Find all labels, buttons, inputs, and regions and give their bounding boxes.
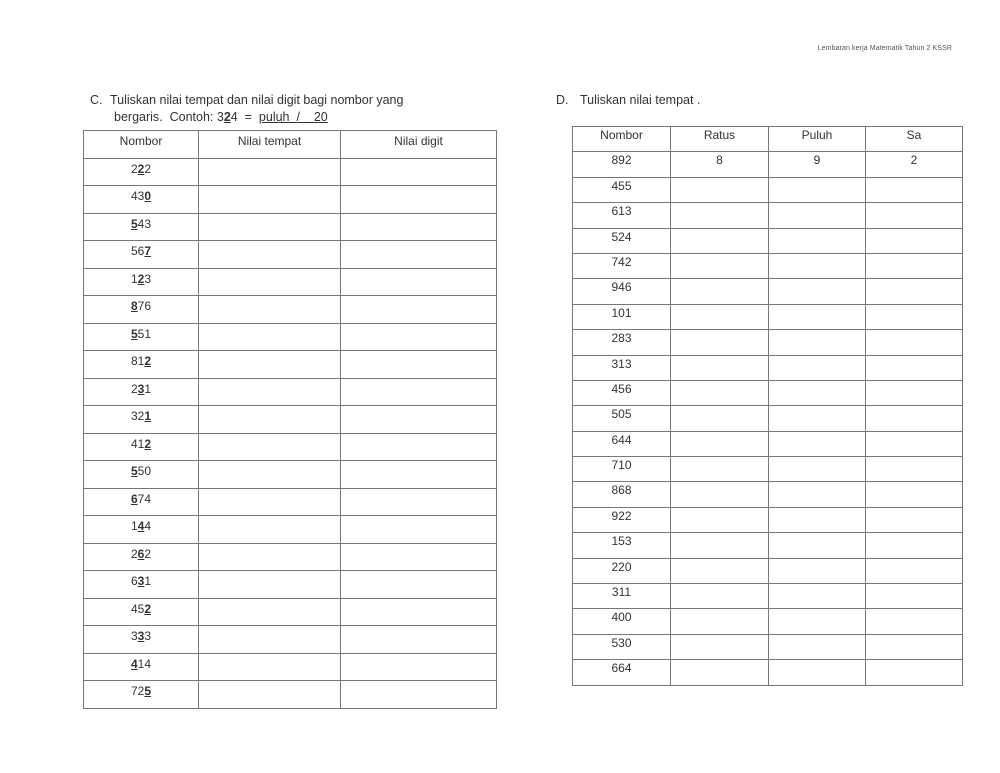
puluh-answer-cell[interactable] (769, 431, 866, 456)
digit: 7 (137, 491, 145, 506)
table-row (84, 461, 497, 489)
number-cell (84, 681, 199, 709)
section-c-instruction (83, 92, 496, 109)
number-cell (84, 516, 199, 544)
digit: 2 (137, 409, 145, 423)
column-header-puluh: Puluh (769, 127, 866, 152)
sa-answer-cell[interactable] (866, 634, 963, 659)
puluh-answer-cell[interactable] (769, 228, 866, 253)
sa-answer-cell[interactable] (866, 533, 963, 558)
digit: 3 (144, 271, 152, 286)
table-row (573, 152, 963, 177)
number-cell (84, 351, 199, 379)
digit: 3 (137, 189, 145, 203)
table-row (84, 158, 497, 186)
sa-answer-cell[interactable] (866, 228, 963, 253)
place-value-table-c (83, 130, 497, 709)
nilai-tempat-answer-cell[interactable] (199, 681, 341, 709)
digit: 1 (144, 326, 152, 341)
nilai-tempat-answer-cell[interactable] (199, 461, 341, 489)
underlined-digit: 6 (130, 491, 138, 506)
example-label: Contoh: 3 (169, 110, 224, 124)
digit: 4 (144, 656, 152, 671)
number-cell: 283 (573, 330, 671, 355)
number-cell (84, 433, 199, 461)
column-header-sa: Sa (866, 127, 963, 152)
underlined-digit: 4 (130, 656, 138, 671)
digit: 3 (144, 216, 152, 231)
section-d-instruction-text: Tuliskan nilai tempat . (580, 93, 701, 107)
worksheet-title: Lembaran kerja Matematik Tahun 2 KSSR (817, 45, 952, 52)
underlined-digit: 0 (144, 189, 152, 203)
number-cell: 311 (573, 584, 671, 609)
digit: 4 (130, 436, 138, 451)
nilai-digit-answer-cell[interactable] (341, 433, 497, 461)
nilai-digit-answer-cell[interactable] (341, 461, 497, 489)
number-cell (84, 571, 199, 599)
section-c-instruction-text: Tuliskan nilai tempat dan nilai digit bagi nombor yang (110, 93, 404, 107)
nilai-tempat-answer-cell[interactable] (199, 543, 341, 571)
table-row (573, 584, 963, 609)
digit: 2 (144, 161, 152, 176)
nilai-digit-answer-cell[interactable] (341, 296, 497, 324)
digit: 5 (137, 326, 145, 341)
digit: 2 (130, 381, 138, 396)
table-row (573, 406, 963, 431)
sa-answer-cell[interactable] (866, 253, 963, 278)
sa-answer-cell[interactable]: 2 (866, 152, 963, 177)
column-header-nombor: Nombor (84, 131, 199, 159)
table-row (84, 543, 497, 571)
underlined-digit: 5 (144, 684, 152, 698)
number-cell (84, 268, 199, 296)
ratus-answer-cell[interactable] (671, 177, 769, 202)
digit: 4 (130, 189, 138, 203)
ratus-answer-cell[interactable] (671, 584, 769, 609)
table-row (84, 323, 497, 351)
table-row (573, 355, 963, 380)
digit: 4 (144, 519, 152, 533)
number-cell (84, 241, 199, 269)
nilai-digit-answer-cell[interactable] (341, 681, 497, 709)
puluh-answer-cell[interactable] (769, 177, 866, 202)
puluh-answer-cell[interactable] (769, 482, 866, 507)
sa-answer-cell[interactable] (866, 355, 963, 380)
ratus-answer-cell[interactable] (671, 507, 769, 532)
number-cell: 313 (573, 355, 671, 380)
sa-answer-cell[interactable] (866, 609, 963, 634)
number-cell (84, 158, 199, 186)
sa-answer-cell[interactable] (866, 304, 963, 329)
ratus-answer-cell[interactable] (671, 609, 769, 634)
example-answer: puluh / 20 (258, 110, 328, 124)
column-header-ratus: Ratus (671, 127, 769, 152)
number-cell: 892 (573, 152, 671, 177)
number-cell (84, 378, 199, 406)
number-cell (84, 543, 199, 571)
table-row (84, 681, 497, 709)
table-row (573, 507, 963, 532)
sa-answer-cell[interactable] (866, 584, 963, 609)
number-cell: 946 (573, 279, 671, 304)
underlined-digit: 3 (137, 574, 145, 588)
example-digit: 2 (223, 110, 231, 124)
nilai-digit-answer-cell[interactable] (341, 406, 497, 434)
ratus-answer-cell[interactable] (671, 203, 769, 228)
puluh-answer-cell[interactable] (769, 380, 866, 405)
table-header-row (573, 127, 963, 152)
nilai-digit-answer-cell[interactable] (341, 626, 497, 654)
number-cell (84, 406, 199, 434)
sa-answer-cell[interactable] (866, 279, 963, 304)
number-cell (84, 186, 199, 214)
number-cell: 400 (573, 609, 671, 634)
table-row (573, 380, 963, 405)
sa-answer-cell[interactable] (866, 558, 963, 583)
nilai-tempat-answer-cell[interactable] (199, 351, 341, 379)
ratus-answer-cell[interactable] (671, 330, 769, 355)
nilai-digit-answer-cell[interactable] (341, 158, 497, 186)
underlined-digit: 3 (137, 629, 145, 643)
digit: 1 (137, 354, 145, 368)
table-row (84, 598, 497, 626)
nilai-tempat-answer-cell[interactable] (199, 158, 341, 186)
nilai-digit-answer-cell[interactable] (341, 213, 497, 241)
sa-answer-cell[interactable] (866, 380, 963, 405)
nilai-digit-answer-cell[interactable] (341, 268, 497, 296)
ratus-answer-cell[interactable] (671, 660, 769, 685)
table-row (84, 653, 497, 681)
puluh-answer-cell[interactable] (769, 253, 866, 278)
nilai-tempat-answer-cell[interactable] (199, 598, 341, 626)
table-row (84, 406, 497, 434)
sa-answer-cell[interactable] (866, 507, 963, 532)
table-row (573, 609, 963, 634)
column-header-nilai-tempat: Nilai tempat (199, 131, 341, 159)
table-row (573, 279, 963, 304)
nilai-tempat-answer-cell[interactable] (199, 296, 341, 324)
table-row (84, 626, 497, 654)
nilai-digit-answer-cell[interactable] (341, 488, 497, 516)
digit: 5 (130, 244, 138, 258)
digit: 7 (137, 299, 145, 313)
nilai-tempat-answer-cell[interactable] (199, 323, 341, 351)
number-cell (84, 626, 199, 654)
table-row (573, 253, 963, 278)
digit: 1 (130, 271, 138, 286)
digit: 3 (130, 409, 138, 423)
nilai-tempat-answer-cell[interactable] (199, 653, 341, 681)
section-c-letter: C. (90, 93, 103, 107)
underlined-digit: 2 (144, 354, 152, 368)
section-d-letter: D. (556, 93, 569, 107)
number-cell: 153 (573, 533, 671, 558)
ratus-answer-cell[interactable] (671, 457, 769, 482)
nilai-tempat-answer-cell[interactable] (199, 241, 341, 269)
digit: 8 (130, 354, 138, 368)
nilai-digit-answer-cell[interactable] (341, 351, 497, 379)
table-row (84, 433, 497, 461)
number-cell: 456 (573, 380, 671, 405)
ratus-answer-cell[interactable] (671, 431, 769, 456)
table-row (84, 268, 497, 296)
underlined-digit: 2 (137, 271, 145, 286)
table-row (573, 431, 963, 456)
digit: 6 (137, 244, 145, 258)
table-row (573, 177, 963, 202)
digit: 5 (137, 464, 145, 478)
number-cell: 101 (573, 304, 671, 329)
sa-answer-cell[interactable] (866, 203, 963, 228)
table-row (573, 304, 963, 329)
puluh-answer-cell[interactable] (769, 330, 866, 355)
puluh-answer-cell[interactable] (769, 203, 866, 228)
number-cell: 742 (573, 253, 671, 278)
ratus-answer-cell[interactable] (671, 253, 769, 278)
puluh-answer-cell[interactable] (769, 355, 866, 380)
number-cell (84, 213, 199, 241)
underlined-digit: 2 (137, 161, 145, 176)
sa-answer-cell[interactable] (866, 330, 963, 355)
table-row (573, 634, 963, 659)
table-row (573, 482, 963, 507)
nilai-tempat-answer-cell[interactable] (199, 626, 341, 654)
table-row (84, 241, 497, 269)
underlined-digit: 2 (144, 436, 152, 451)
number-cell: 505 (573, 406, 671, 431)
sa-answer-cell[interactable] (866, 431, 963, 456)
nilai-digit-answer-cell[interactable] (341, 571, 497, 599)
table-row (573, 203, 963, 228)
digit: 6 (144, 299, 152, 313)
table-row (84, 571, 497, 599)
sa-answer-cell[interactable] (866, 660, 963, 685)
digit: 5 (137, 601, 145, 616)
sa-answer-cell[interactable] (866, 177, 963, 202)
ratus-answer-cell[interactable] (671, 558, 769, 583)
digit: 2 (130, 161, 138, 176)
table-row (84, 213, 497, 241)
nilai-tempat-answer-cell[interactable] (199, 571, 341, 599)
number-cell: 644 (573, 431, 671, 456)
puluh-answer-cell[interactable] (769, 279, 866, 304)
digit: 1 (144, 381, 152, 396)
column-header-nombor: Nombor (573, 127, 671, 152)
puluh-answer-cell[interactable] (769, 558, 866, 583)
puluh-answer-cell[interactable] (769, 507, 866, 532)
column-header-nilai-digit: Nilai digit (341, 131, 497, 159)
section-d-instruction (556, 92, 962, 109)
section-c (83, 92, 496, 709)
table-row (573, 533, 963, 558)
digit: 3 (130, 629, 138, 643)
nilai-tempat-answer-cell[interactable] (199, 213, 341, 241)
puluh-answer-cell[interactable] (769, 406, 866, 431)
digit: 1 (137, 436, 145, 451)
digit: 7 (130, 684, 138, 698)
nilai-tempat-answer-cell[interactable] (199, 186, 341, 214)
digit: 2 (130, 546, 138, 561)
nilai-digit-answer-cell[interactable] (341, 516, 497, 544)
table-row (84, 296, 497, 324)
ratus-answer-cell[interactable] (671, 380, 769, 405)
number-cell (84, 461, 199, 489)
puluh-answer-cell[interactable] (769, 609, 866, 634)
example-tail: 4 = (230, 110, 259, 124)
puluh-answer-cell[interactable]: 9 (769, 152, 866, 177)
place-value-table-d (572, 126, 963, 686)
table-row (573, 457, 963, 482)
section-c-instruction-line2: bergaris. (114, 110, 163, 124)
ratus-answer-cell[interactable] (671, 533, 769, 558)
nilai-digit-answer-cell[interactable] (341, 378, 497, 406)
nilai-digit-answer-cell[interactable] (341, 598, 497, 626)
ratus-answer-cell[interactable] (671, 304, 769, 329)
number-cell: 868 (573, 482, 671, 507)
digit: 3 (144, 629, 152, 643)
underlined-digit: 3 (137, 381, 145, 396)
table-row (84, 488, 497, 516)
nilai-digit-answer-cell[interactable] (341, 241, 497, 269)
number-cell: 524 (573, 228, 671, 253)
nilai-digit-answer-cell[interactable] (341, 323, 497, 351)
nilai-digit-answer-cell[interactable] (341, 653, 497, 681)
sa-answer-cell[interactable] (866, 482, 963, 507)
nilai-tempat-answer-cell[interactable] (199, 516, 341, 544)
digit: 4 (130, 601, 138, 616)
number-cell: 455 (573, 177, 671, 202)
table-row (84, 516, 497, 544)
puluh-answer-cell[interactable] (769, 533, 866, 558)
underlined-digit: 1 (144, 409, 152, 423)
number-cell: 613 (573, 203, 671, 228)
ratus-answer-cell[interactable] (671, 482, 769, 507)
number-cell (84, 323, 199, 351)
ratus-answer-cell[interactable]: 8 (671, 152, 769, 177)
puluh-answer-cell[interactable] (769, 584, 866, 609)
underlined-digit: 8 (130, 299, 138, 313)
digit: 1 (130, 519, 138, 533)
table-row (84, 378, 497, 406)
table-row (84, 186, 497, 214)
nilai-tempat-answer-cell[interactable] (199, 378, 341, 406)
underlined-digit: 5 (130, 216, 138, 231)
digit: 0 (144, 464, 152, 478)
ratus-answer-cell[interactable] (671, 355, 769, 380)
underlined-digit: 7 (144, 244, 152, 258)
nilai-tempat-answer-cell[interactable] (199, 268, 341, 296)
digit: 1 (144, 574, 152, 588)
puluh-answer-cell[interactable] (769, 660, 866, 685)
section-c-example (83, 109, 496, 126)
underlined-digit: 4 (137, 519, 145, 533)
number-cell: 922 (573, 507, 671, 532)
ratus-answer-cell[interactable] (671, 279, 769, 304)
digit: 6 (130, 574, 138, 588)
table-row (573, 330, 963, 355)
sa-answer-cell[interactable] (866, 457, 963, 482)
number-cell (84, 653, 199, 681)
sa-answer-cell[interactable] (866, 406, 963, 431)
number-cell: 220 (573, 558, 671, 583)
table-row (573, 660, 963, 685)
digit: 1 (137, 656, 145, 671)
number-cell (84, 296, 199, 324)
puluh-answer-cell[interactable] (769, 634, 866, 659)
underlined-digit: 2 (144, 601, 152, 616)
puluh-answer-cell[interactable] (769, 304, 866, 329)
number-cell: 664 (573, 660, 671, 685)
digit: 4 (144, 491, 152, 506)
ratus-answer-cell[interactable] (671, 228, 769, 253)
ratus-answer-cell[interactable] (671, 634, 769, 659)
number-cell (84, 598, 199, 626)
table-row (573, 228, 963, 253)
digit: 4 (137, 216, 145, 231)
digit: 2 (137, 684, 145, 698)
nilai-digit-answer-cell[interactable] (341, 186, 497, 214)
puluh-answer-cell[interactable] (769, 457, 866, 482)
ratus-answer-cell[interactable] (671, 406, 769, 431)
number-cell (84, 488, 199, 516)
table-header-row (84, 131, 497, 159)
section-d (556, 92, 962, 686)
nilai-tempat-answer-cell[interactable] (199, 406, 341, 434)
nilai-tempat-answer-cell[interactable] (199, 433, 341, 461)
table-row (573, 558, 963, 583)
underlined-digit: 5 (130, 326, 138, 341)
number-cell: 710 (573, 457, 671, 482)
underlined-digit: 5 (130, 464, 138, 478)
underlined-digit: 6 (137, 546, 145, 561)
digit: 2 (144, 546, 152, 561)
nilai-tempat-answer-cell[interactable] (199, 488, 341, 516)
nilai-digit-answer-cell[interactable] (341, 543, 497, 571)
number-cell: 530 (573, 634, 671, 659)
table-row (84, 351, 497, 379)
